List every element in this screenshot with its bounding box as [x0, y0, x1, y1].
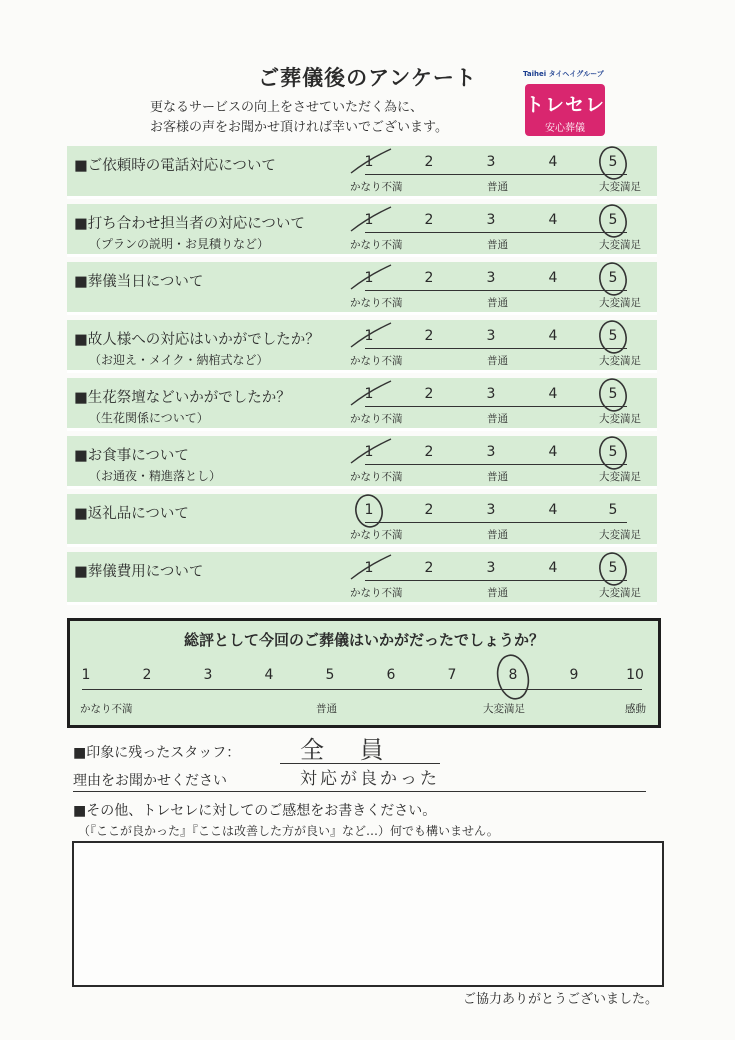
rating-option-3[interactable]: 3: [486, 444, 496, 460]
question-label: ■お食事について: [74, 448, 189, 464]
reason-label: 理由をお聞かせください: [73, 773, 227, 789]
anchor-high: 大変満足: [599, 471, 641, 483]
rating-option-2[interactable]: 2: [424, 502, 434, 518]
question-label: ■ご依頼時の電話対応について: [74, 158, 276, 174]
overall-anchor-top: 感動: [625, 703, 646, 715]
rating-option-2[interactable]: 2: [424, 328, 434, 344]
rating-option-2[interactable]: 2: [424, 212, 434, 228]
rating-option-5[interactable]: 5: [608, 560, 618, 576]
comments-hint: （『ここが良かった』『ここは改善した方が良い』など…）何でも構いません。: [78, 824, 499, 838]
rating-option-5[interactable]: 5: [608, 444, 618, 460]
rating-option-4[interactable]: 4: [548, 154, 558, 170]
anchor-mid: 普通: [487, 297, 508, 309]
overall-option-3[interactable]: 3: [203, 667, 213, 683]
rating-option-4[interactable]: 4: [548, 270, 558, 286]
selected-rating-mark: [597, 319, 629, 356]
strike-mark: [351, 207, 391, 231]
question-sub: （お迎え・メイク・納棺式など）: [89, 353, 269, 367]
anchor-high: 大変満足: [599, 587, 641, 599]
strike-mark: [351, 265, 391, 289]
brand-tagline: 安心葬儀: [545, 123, 585, 134]
anchor-mid: 普通: [487, 181, 508, 193]
question-sub: （プランの説明・お見積りなど）: [89, 237, 270, 251]
brand-name: トレセレ: [525, 94, 606, 116]
rating-option-2[interactable]: 2: [424, 270, 434, 286]
overall-anchor-high: 大変満足: [483, 703, 525, 715]
overall-option-6[interactable]: 6: [386, 667, 396, 683]
overall-selected-mark: [494, 652, 532, 701]
overall-option-10[interactable]: 10: [626, 667, 644, 683]
rating-option-3[interactable]: 3: [486, 270, 496, 286]
rating-option-3[interactable]: 3: [486, 560, 496, 576]
anchor-high: 大変満足: [599, 239, 641, 251]
rating-option-3[interactable]: 3: [486, 212, 496, 228]
question-sub: （お通夜・精進落とし）: [89, 469, 222, 483]
rating-option-3[interactable]: 3: [486, 154, 496, 170]
overall-question: 総評として今回のご葬儀はいかがだったでしょうか？: [183, 631, 544, 649]
anchor-high: 大変満足: [599, 181, 641, 193]
anchor-mid: 普通: [487, 355, 508, 367]
question-sub: （生花関係について）: [89, 411, 209, 425]
rating-option-4[interactable]: 4: [548, 502, 558, 518]
rating-option-3[interactable]: 3: [486, 328, 496, 344]
reason-answer[interactable]: 対応が良かった: [300, 769, 440, 789]
rating-option-1[interactable]: 1: [364, 328, 374, 344]
anchor-mid: 普通: [487, 413, 508, 425]
overall-option-2[interactable]: 2: [142, 667, 152, 683]
staff-label: ■印象に残ったスタッフ：: [73, 745, 241, 761]
company-logo-text: Taihei タイヘイグループ: [523, 70, 604, 78]
anchor-high: 大変満足: [599, 413, 641, 425]
selected-rating-mark: [353, 493, 385, 530]
rating-option-1[interactable]: 1: [364, 502, 374, 518]
anchor-mid: 普通: [487, 239, 508, 251]
overall-option-9[interactable]: 9: [569, 667, 579, 683]
strike-mark: [351, 381, 391, 405]
overall-anchor-low: かなり不満: [80, 703, 133, 715]
selected-rating-mark: [597, 435, 629, 472]
rating-option-5[interactable]: 5: [608, 386, 618, 402]
question-label: ■故人様への対応はいかがでしたか？: [74, 332, 320, 348]
anchor-low: かなり不満: [350, 239, 403, 251]
rating-option-1[interactable]: 1: [364, 560, 374, 576]
subtitle-line: お客様の声をお聞かせ頂ければ幸いでございます。: [150, 120, 448, 135]
rating-option-4[interactable]: 4: [548, 212, 558, 228]
selected-rating-mark: [597, 551, 629, 588]
rating-option-2[interactable]: 2: [424, 444, 434, 460]
survey-title: ご葬儀後のアンケート: [258, 66, 477, 90]
anchor-low: かなり不満: [350, 355, 403, 367]
rating-option-5[interactable]: 5: [608, 270, 618, 286]
question-label: ■返礼品について: [74, 506, 189, 522]
selected-rating-mark: [597, 145, 629, 182]
staff-answer[interactable]: 全 員: [300, 736, 398, 764]
rating-option-3[interactable]: 3: [486, 502, 496, 518]
overall-anchor-mid: 普通: [316, 703, 337, 715]
overall-option-4[interactable]: 4: [264, 667, 274, 683]
rating-option-5[interactable]: 5: [608, 154, 618, 170]
rating-option-2[interactable]: 2: [424, 560, 434, 576]
rating-option-4[interactable]: 4: [548, 560, 558, 576]
strike-mark: [351, 149, 391, 173]
strike-mark: [351, 555, 391, 579]
thanks-text: ご協力ありがとうございました。: [463, 992, 659, 1007]
anchor-high: 大変満足: [599, 355, 641, 367]
selected-rating-mark: [597, 261, 629, 298]
rating-option-5[interactable]: 5: [608, 502, 618, 518]
anchor-mid: 普通: [487, 529, 508, 541]
strike-mark: [351, 323, 391, 347]
anchor-low: かなり不満: [350, 413, 403, 425]
rating-option-1[interactable]: 1: [364, 154, 374, 170]
rating-option-2[interactable]: 2: [424, 386, 434, 402]
anchor-high: 大変満足: [599, 529, 641, 541]
rating-option-4[interactable]: 4: [548, 386, 558, 402]
anchor-low: かなり不満: [350, 471, 403, 483]
rating-option-4[interactable]: 4: [548, 444, 558, 460]
overall-option-7[interactable]: 7: [447, 667, 457, 683]
question-label: ■葬儀費用について: [74, 564, 204, 580]
rating-option-2[interactable]: 2: [424, 154, 434, 170]
subtitle-line: 更なるサービスの向上をさせていただく為に、: [150, 100, 424, 115]
anchor-low: かなり不満: [350, 297, 403, 309]
question-label: ■打ち合わせ担当者の対応について: [74, 216, 305, 232]
anchor-mid: 普通: [487, 471, 508, 483]
selected-rating-mark: [597, 377, 629, 414]
rating-option-5[interactable]: 5: [608, 212, 618, 228]
anchor-low: かなり不満: [350, 529, 403, 541]
anchor-low: かなり不満: [350, 587, 403, 599]
comments-label: ■その他、トレセレに対してのご感想をお書きください。: [73, 803, 437, 819]
anchor-low: かなり不満: [350, 181, 403, 193]
strike-mark: [351, 439, 391, 463]
rating-option-1[interactable]: 1: [364, 212, 374, 228]
rating-option-1[interactable]: 1: [364, 386, 374, 402]
rating-option-4[interactable]: 4: [548, 328, 558, 344]
overall-option-1[interactable]: 1: [81, 667, 91, 683]
question-label: ■葬儀当日について: [74, 274, 204, 290]
anchor-mid: 普通: [487, 587, 508, 599]
rating-option-1[interactable]: 1: [364, 270, 374, 286]
rating-option-3[interactable]: 3: [486, 386, 496, 402]
anchor-high: 大変満足: [599, 297, 641, 309]
overall-option-8[interactable]: 8: [508, 667, 518, 683]
question-label: ■生花祭壇などいかがでしたか？: [74, 390, 291, 406]
selected-rating-mark: [597, 203, 629, 240]
rating-option-5[interactable]: 5: [608, 328, 618, 344]
overall-option-5[interactable]: 5: [325, 667, 335, 683]
rating-option-1[interactable]: 1: [364, 444, 374, 460]
